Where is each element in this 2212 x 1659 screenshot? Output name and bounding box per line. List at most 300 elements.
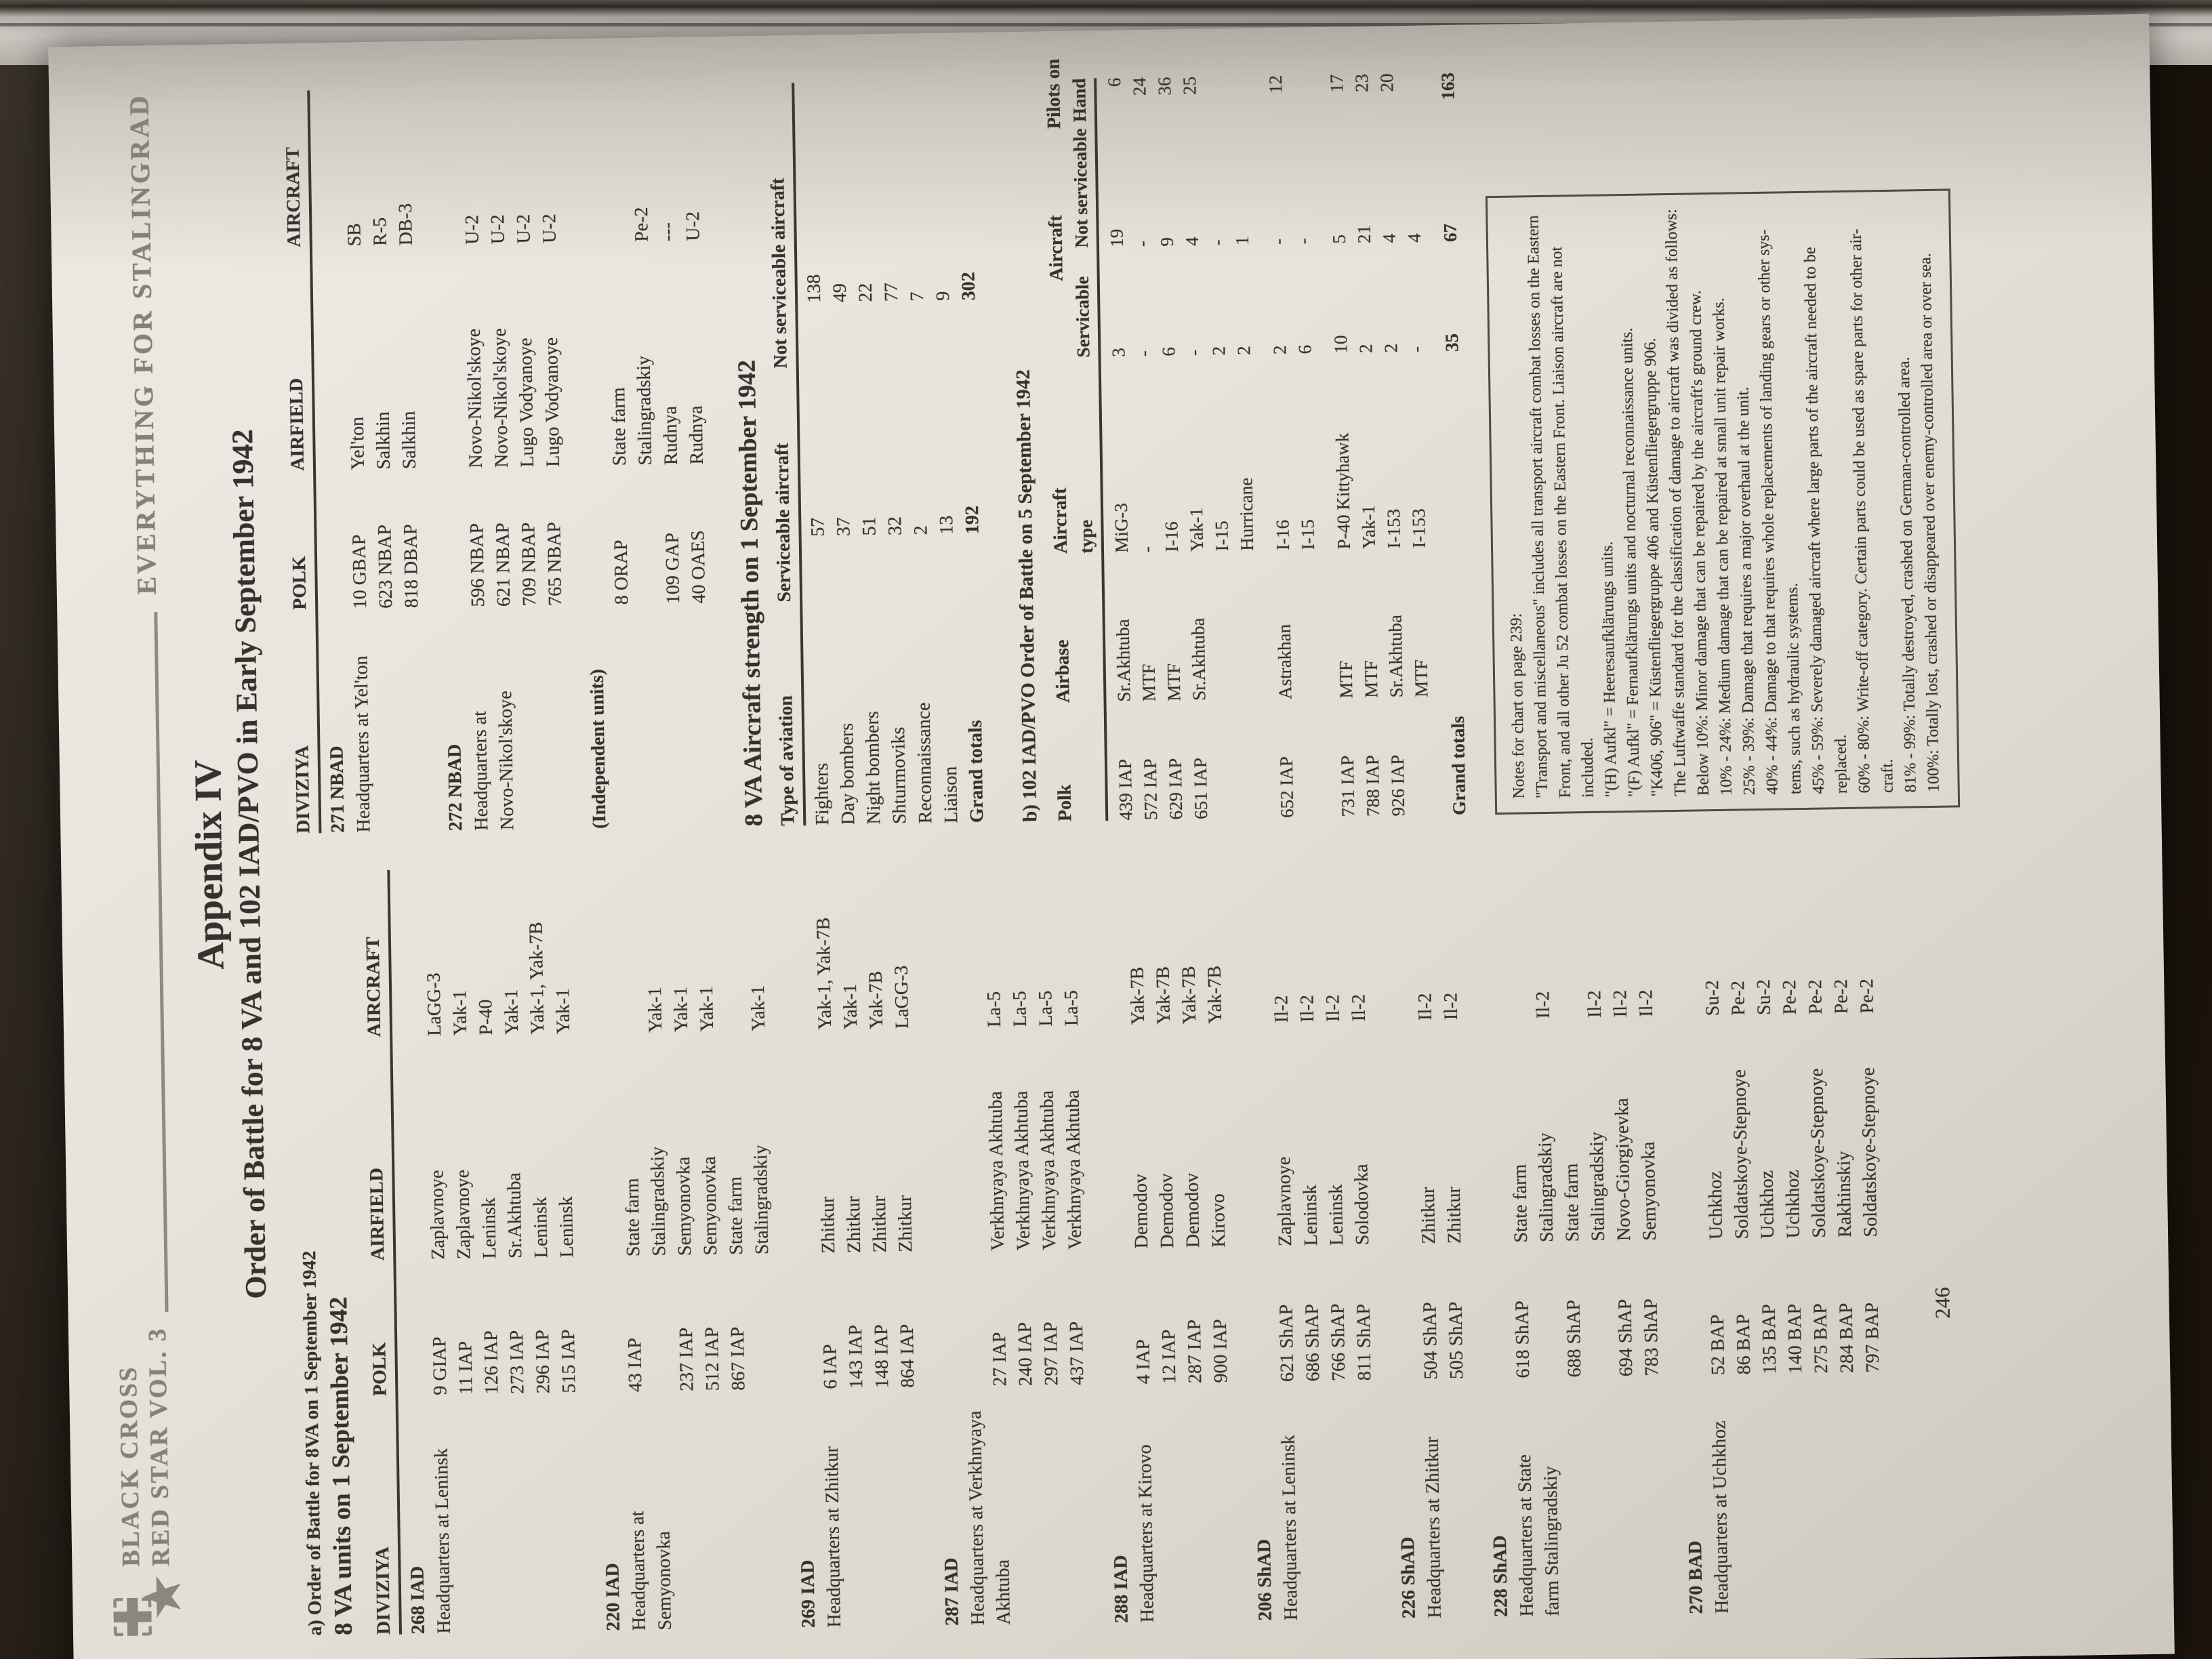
cell: 2 bbox=[1208, 346, 1229, 356]
cell: 36 bbox=[1154, 77, 1175, 96]
cell: Zhitkur bbox=[842, 1195, 865, 1254]
cell bbox=[517, 606, 546, 830]
cell: Rudnya bbox=[685, 405, 708, 465]
page-number: 246 bbox=[1930, 1287, 1954, 1319]
cell bbox=[556, 1393, 586, 1632]
cell: 10 bbox=[1330, 335, 1351, 354]
cell: Soldatskoye-Stepnoye bbox=[1806, 1068, 1830, 1238]
cell: Kirovo bbox=[1207, 1193, 1230, 1248]
cell bbox=[1247, 1246, 1275, 1382]
cell: Novo-Nikol'skoye bbox=[463, 328, 487, 468]
iad-pvo-rows bbox=[1102, 73, 1472, 821]
cell bbox=[1554, 851, 1582, 1019]
cell bbox=[956, 1027, 985, 1252]
cell: Yak-1 bbox=[747, 985, 770, 1031]
cell bbox=[1477, 853, 1505, 1020]
cell bbox=[1065, 1385, 1094, 1624]
cell: Grand totals bbox=[964, 720, 988, 823]
cell: Yak-7B bbox=[865, 970, 888, 1029]
cell bbox=[1296, 550, 1323, 699]
cell: 6 bbox=[1104, 77, 1125, 87]
cell: 926 IAP bbox=[1387, 754, 1409, 817]
cell: I-15 bbox=[1297, 519, 1319, 550]
col-header-type: type bbox=[1076, 519, 1097, 554]
cell: 512 IAP bbox=[701, 1326, 724, 1391]
cell: Yak-1 bbox=[1186, 507, 1208, 552]
cell bbox=[1443, 548, 1470, 697]
cell: 652 IAP bbox=[1275, 756, 1298, 819]
col-header-diviziya: DIVIZIYA bbox=[372, 1547, 395, 1635]
cell: Zhitkur bbox=[1443, 1186, 1466, 1244]
cell bbox=[479, 1394, 509, 1633]
cell bbox=[1235, 551, 1262, 701]
cell: 4 bbox=[1181, 237, 1203, 247]
col-header-aircraft: AIRCRAFT bbox=[362, 937, 386, 1038]
cell: Verkhnyaya Akhtuba bbox=[1062, 1090, 1086, 1250]
cell: Headquarters at bbox=[627, 1511, 650, 1631]
cell: Yak-7B bbox=[1204, 965, 1227, 1024]
cell bbox=[609, 605, 638, 829]
col-header-serviceable: Servicable bbox=[1071, 276, 1094, 358]
cell: 686 ShAP bbox=[1301, 1303, 1324, 1382]
cell: Zhitkur bbox=[894, 1195, 917, 1253]
cell: 651 IAP bbox=[1189, 757, 1212, 820]
note-line: tems, such as hydraulic systems. bbox=[1783, 583, 1805, 795]
running-head bbox=[88, 93, 183, 1639]
cell bbox=[601, 85, 630, 243]
cell: Akhtuba bbox=[992, 1559, 1015, 1625]
cell: Il-2 bbox=[1414, 993, 1436, 1021]
cell: Yel'ton bbox=[346, 416, 369, 470]
col-header-aircraft-type: Aircraft bbox=[1049, 487, 1072, 554]
cell: State farm bbox=[724, 1176, 747, 1256]
cell bbox=[438, 468, 466, 608]
cell bbox=[1391, 1244, 1418, 1380]
cell bbox=[1675, 1016, 1704, 1240]
cell: Zhitkur bbox=[1417, 1187, 1440, 1244]
cell: 37 bbox=[833, 516, 855, 537]
cell bbox=[394, 869, 422, 1037]
cell: 2 bbox=[1380, 343, 1401, 353]
cell: Semyonovka bbox=[699, 1155, 722, 1256]
cell bbox=[869, 1388, 899, 1627]
cell: I-153 bbox=[1408, 508, 1430, 549]
cell: 272 NBAD bbox=[444, 743, 467, 832]
cell: Uchkhoz bbox=[1756, 1170, 1779, 1240]
cell: U-2 bbox=[539, 213, 560, 244]
section-a-subheading: 8 VA units on 1 September 1942 bbox=[325, 1296, 359, 1636]
cell: 2 bbox=[910, 525, 932, 535]
cell bbox=[320, 470, 348, 610]
cell bbox=[1097, 859, 1126, 1026]
cell bbox=[1588, 1376, 1618, 1616]
appendix-title-line1: Appendix IV bbox=[186, 759, 232, 970]
cell bbox=[453, 1395, 483, 1634]
cell: - bbox=[1406, 346, 1427, 353]
strength-table-section bbox=[727, 80, 990, 827]
cell bbox=[1385, 854, 1413, 1021]
cell bbox=[674, 1391, 704, 1631]
cell: 296 IAP bbox=[532, 1329, 554, 1394]
cell bbox=[1210, 551, 1237, 701]
cell: MTF bbox=[1335, 660, 1357, 699]
cell: 4 bbox=[1404, 233, 1425, 243]
cell: Novo-Nikol'skoye bbox=[495, 691, 518, 831]
cell: Yak-1 bbox=[552, 988, 575, 1034]
cell bbox=[578, 243, 607, 467]
cell: farm Stalingradskiy bbox=[1540, 1466, 1563, 1617]
cell: La-5 bbox=[1061, 989, 1083, 1027]
cell: Headquarters at Zhitkur bbox=[1421, 1436, 1446, 1618]
cell: 35 bbox=[1441, 333, 1462, 352]
cell: 206 ShAD bbox=[1253, 1538, 1276, 1621]
cell: Headquarters at State bbox=[1514, 1454, 1538, 1617]
cell: 148 IAP bbox=[870, 1324, 893, 1389]
cell: 43 IAP bbox=[624, 1337, 647, 1393]
cell bbox=[396, 1036, 426, 1261]
cell bbox=[1860, 1372, 1890, 1612]
book-strapline: EVERYTHING FOR STALINGRAD bbox=[123, 93, 162, 595]
cell: P-40 Kittyhawk bbox=[1332, 432, 1355, 550]
cell: Yak-1, Yak-7B bbox=[525, 922, 549, 1035]
cell: Yak-1, Yak-7B bbox=[813, 917, 836, 1030]
cell: 1 bbox=[1231, 236, 1252, 246]
cell: Verkhnyaya Akhtuba bbox=[1036, 1090, 1061, 1250]
cell: MTF bbox=[1360, 660, 1382, 699]
cell: 40 OAES bbox=[687, 530, 710, 604]
cell: 67 bbox=[1439, 223, 1460, 243]
cell: Hurricane bbox=[1235, 477, 1258, 552]
cell: I-16 bbox=[1272, 519, 1294, 551]
cell: Headquarters at Leninsk bbox=[1277, 1435, 1302, 1621]
cell: Lugo Vodyanoye bbox=[541, 337, 565, 468]
cell bbox=[1237, 699, 1265, 819]
cell: La-5 bbox=[1009, 991, 1031, 1027]
cell: Uchkhoz bbox=[1704, 1170, 1727, 1240]
cell: 240 IAP bbox=[1014, 1322, 1037, 1387]
col-header-diviziya: DIVIZIYA bbox=[291, 745, 314, 834]
cell bbox=[1410, 697, 1437, 816]
cell: 629 IAP bbox=[1164, 758, 1187, 820]
cell: 226 ShAD bbox=[1397, 1536, 1420, 1619]
cell: Fighters bbox=[811, 762, 834, 825]
publisher-logo bbox=[108, 1326, 183, 1639]
cell: Headquarters at Zhitkur bbox=[821, 1446, 845, 1628]
cell: Stalingradskiy bbox=[1534, 1132, 1558, 1243]
col-header-aircraft: AIRCRAFT bbox=[282, 146, 305, 248]
cell bbox=[1502, 852, 1531, 1019]
cell: 192 bbox=[961, 505, 983, 535]
oob-left-table bbox=[394, 846, 1889, 1634]
note-line: 100%: Totally lost, crashed or disappeared over enemy-controlled area or over sea. bbox=[1917, 253, 1943, 793]
cell: MiG-3 bbox=[1110, 502, 1132, 553]
cell bbox=[844, 1389, 874, 1628]
cell: Il-2 bbox=[1322, 994, 1345, 1023]
cell: 13 bbox=[936, 515, 958, 535]
cell: 797 BAP bbox=[1861, 1302, 1884, 1373]
cell: 10 GBAP bbox=[348, 534, 371, 609]
col-header-not-serviceable: Not serviceable bbox=[1069, 128, 1092, 248]
cell: Il-2 bbox=[1271, 995, 1293, 1023]
cell: 9 bbox=[1156, 237, 1178, 247]
cell: R-5 bbox=[369, 217, 391, 247]
cell: 9 GIAP bbox=[429, 1336, 451, 1395]
cell: 765 NBAP bbox=[544, 521, 567, 607]
cell: 126 IAP bbox=[480, 1330, 503, 1395]
cell bbox=[784, 863, 813, 1031]
cell: 12 IAP bbox=[1158, 1329, 1181, 1384]
cell: Sr.Akhtuba bbox=[1385, 614, 1407, 698]
cell: 17 bbox=[1326, 74, 1347, 93]
cell: Pe-2 bbox=[631, 207, 653, 243]
cell bbox=[1039, 1385, 1069, 1624]
notes-box bbox=[1486, 189, 1960, 815]
cell: 51 bbox=[859, 516, 880, 536]
cell: Zhitkur bbox=[868, 1195, 891, 1253]
cell: U-2 bbox=[513, 213, 535, 244]
cell: 3 bbox=[1108, 348, 1129, 357]
cell bbox=[399, 608, 428, 832]
cell: 138 bbox=[803, 274, 825, 304]
cell: La-5 bbox=[1035, 990, 1057, 1027]
cell: 287 IAD bbox=[941, 1557, 963, 1626]
cell: 4 IAP bbox=[1132, 1338, 1155, 1385]
cell bbox=[647, 1256, 674, 1392]
cell: Lugo Vodyanoye bbox=[515, 337, 539, 468]
cell: Day bombers bbox=[836, 722, 859, 825]
cell: Stalingradskiy bbox=[647, 1146, 670, 1256]
col-header-polk: POLK bbox=[369, 1342, 391, 1397]
cell: Pe-2 bbox=[1805, 979, 1826, 1015]
cell: Yak-7B bbox=[1126, 966, 1149, 1025]
cell bbox=[1183, 1383, 1212, 1622]
cell: Il-2 bbox=[1532, 991, 1554, 1019]
note-line: Below 10%: Minor damage that can be repaired by the aircraft's ground crew. bbox=[1687, 290, 1713, 796]
cell bbox=[633, 465, 661, 605]
cell: La-5 bbox=[983, 991, 1006, 1027]
cell: Zhitkur bbox=[817, 1196, 840, 1254]
note-line: replaced. bbox=[1832, 734, 1851, 794]
cell: 6 bbox=[1158, 346, 1179, 356]
cell bbox=[1672, 849, 1700, 1017]
logo-line1: BLACK CROSS bbox=[114, 1365, 146, 1568]
cell: 515 IAP bbox=[558, 1329, 580, 1393]
cell: Uchkhoz bbox=[1782, 1169, 1805, 1239]
cell: 6 IAP bbox=[819, 1344, 842, 1389]
cell: 4 bbox=[1378, 233, 1399, 243]
cell: 5 bbox=[1328, 234, 1349, 244]
cell: 271 NBAD bbox=[326, 745, 349, 834]
col-header-airbase: Airbase bbox=[1052, 639, 1074, 703]
cell: 621 ShAP bbox=[1275, 1304, 1298, 1382]
cell: Pe-2 bbox=[1727, 980, 1749, 1016]
cell bbox=[1103, 1249, 1131, 1385]
book-page bbox=[48, 14, 2175, 1659]
appendix-title-line2: Order of Battle for 8 VA and 102 IAD/PVO in Early September 1942 bbox=[226, 429, 273, 1299]
cell: Night bombers bbox=[861, 711, 885, 825]
cell bbox=[1244, 1023, 1273, 1247]
cell: 437 IAP bbox=[1065, 1321, 1088, 1386]
col-header-type: Type of aviation bbox=[775, 695, 799, 826]
logo-line2: RED STAR VOL. 3 bbox=[143, 1326, 176, 1567]
cell: 504 ShAP bbox=[1419, 1302, 1442, 1380]
cell: 24 bbox=[1129, 77, 1150, 96]
cell: 2 bbox=[1233, 346, 1254, 356]
cell: Pe-2 bbox=[1856, 978, 1878, 1014]
cell: Headquarters at Yel'ton bbox=[350, 655, 375, 833]
cell: 297 IAP bbox=[1040, 1322, 1063, 1386]
cell: Sr.Akhtuba bbox=[504, 1172, 527, 1259]
cell: 709 NBAP bbox=[518, 522, 541, 607]
cell bbox=[400, 1260, 428, 1396]
note-line: included. bbox=[1578, 737, 1597, 798]
cell: MTF bbox=[1410, 659, 1432, 698]
cell bbox=[1212, 700, 1240, 819]
cell: - bbox=[1133, 350, 1154, 357]
cell: Yak-1 bbox=[644, 987, 667, 1033]
cell bbox=[615, 866, 643, 1033]
cell bbox=[750, 1254, 777, 1391]
cell bbox=[1444, 1379, 1474, 1618]
cell: Salkhin bbox=[398, 411, 421, 470]
cell: 86 BAP bbox=[1732, 1313, 1755, 1375]
cell: 818 DBAP bbox=[400, 524, 423, 609]
cell: P-40 bbox=[475, 999, 497, 1036]
cell bbox=[581, 466, 609, 606]
cell: Rakhinskiy bbox=[1833, 1151, 1856, 1238]
cell: MTF bbox=[1138, 663, 1160, 702]
cell: Leninsk bbox=[478, 1197, 501, 1259]
cell: 25 bbox=[1179, 76, 1200, 96]
cell: Soldatskoye-Stepnoye bbox=[1858, 1067, 1882, 1237]
cell: U-2 bbox=[462, 214, 483, 245]
note-line: "K406, 906" = Küstenfliegergruppe 406 and Küstenfliegergruppe 906. bbox=[1641, 337, 1666, 797]
cell: 270 BAD bbox=[1685, 1540, 1707, 1614]
cell: Sr.Akhtuba bbox=[1187, 617, 1210, 701]
cell: 228 ShAD bbox=[1489, 1535, 1512, 1618]
cell: - bbox=[1136, 546, 1158, 553]
cell bbox=[1202, 76, 1228, 127]
cell: Zaplavnoye bbox=[426, 1170, 449, 1260]
cell bbox=[790, 1254, 818, 1390]
right-column bbox=[279, 58, 1960, 834]
appendix-title bbox=[176, 91, 281, 1638]
cell: 77 bbox=[880, 282, 903, 302]
cell bbox=[1483, 1243, 1511, 1379]
strength-heading: 8 VA Aircraft strength on 1 September 1942 bbox=[733, 359, 769, 827]
cell: Yak-1 bbox=[840, 983, 862, 1030]
cell: 811 ShAP bbox=[1353, 1303, 1376, 1381]
note-line: 40% - 44%: Damage to that requires whole replacements of landing gears or other sys- bbox=[1755, 229, 1782, 795]
cell: 269 IAD bbox=[797, 1559, 819, 1629]
cell: Soldatskoye-Stepnoye bbox=[1729, 1069, 1753, 1240]
cell: 783 ShAP bbox=[1640, 1298, 1663, 1376]
cell: 302 bbox=[958, 271, 980, 301]
cell: DB-3 bbox=[394, 203, 417, 246]
cell bbox=[595, 1256, 623, 1393]
note-line: "(H) Aufkl" = Heeresaufklärungs units. bbox=[1598, 541, 1620, 798]
cell: 788 IAP bbox=[1361, 754, 1384, 817]
cell: Reconnaissance bbox=[913, 702, 937, 824]
cell: 7 bbox=[907, 291, 928, 302]
cell: Headquarters at Verkhnyaya bbox=[964, 1410, 989, 1626]
cell: Yak-7B bbox=[1152, 966, 1175, 1025]
cell: Il-2 bbox=[1584, 990, 1605, 1019]
cell: 9 bbox=[933, 291, 954, 302]
cell: - bbox=[1206, 239, 1227, 246]
cell bbox=[1835, 1373, 1864, 1612]
cell: Grand totals bbox=[1447, 716, 1470, 816]
note-line: Notes for chart on page 239: bbox=[1507, 613, 1528, 799]
col-header-pilots: Pilots on bbox=[1042, 58, 1065, 129]
cell: 237 IAP bbox=[675, 1327, 698, 1392]
cell: 22 bbox=[855, 283, 877, 302]
cell: 19 bbox=[1106, 228, 1128, 247]
cell: 766 ShAP bbox=[1327, 1303, 1350, 1382]
cell: 572 IAP bbox=[1139, 758, 1162, 821]
cell bbox=[895, 1388, 925, 1627]
cell: 21 bbox=[1353, 224, 1374, 244]
col-header-airfield: AIRFIELD bbox=[285, 377, 309, 472]
cell: 109 GAP bbox=[661, 532, 684, 605]
cell bbox=[1586, 1241, 1614, 1377]
cell: 621 NBAP bbox=[492, 523, 515, 607]
cell: 867 IAP bbox=[726, 1326, 750, 1391]
cell: 864 IAP bbox=[896, 1324, 919, 1389]
cell: I-153 bbox=[1383, 508, 1405, 549]
cell: 618 ShAP bbox=[1511, 1300, 1534, 1378]
cell: Yak-1 bbox=[501, 989, 523, 1036]
cell: Il-2 bbox=[1635, 989, 1657, 1017]
cell: 688 ShAP bbox=[1563, 1299, 1586, 1378]
cell: 57 bbox=[807, 517, 829, 537]
cell bbox=[575, 86, 604, 243]
cell: Leninsk bbox=[555, 1196, 578, 1258]
cell: 140 BAP bbox=[1784, 1303, 1807, 1374]
cell bbox=[635, 604, 664, 828]
col-header-polk: POLK bbox=[289, 556, 311, 611]
col-header-aircraft-group: Aircraft bbox=[1045, 215, 1067, 282]
cell bbox=[1300, 1381, 1330, 1620]
cell bbox=[1100, 1025, 1129, 1250]
cell bbox=[432, 88, 460, 245]
cell bbox=[314, 90, 342, 247]
cell: Headquarters at Kirovo bbox=[1134, 1444, 1158, 1623]
cell bbox=[726, 1390, 756, 1629]
cell: Semyonovka bbox=[1637, 1141, 1661, 1241]
cell bbox=[531, 1393, 560, 1633]
cell: Yak-1 bbox=[1358, 504, 1380, 550]
cell bbox=[1639, 1376, 1669, 1615]
cell: Demodov bbox=[1155, 1173, 1179, 1249]
col-header-serviceable: Serviceable aircraft bbox=[771, 443, 796, 602]
cell: Semyonovka bbox=[653, 1531, 676, 1631]
note-line: "(F) Aufkl" = Fernaufklärungs units and nocturnal reconnaissance units. bbox=[1618, 327, 1643, 798]
note-line: 25% - 39%: Damage that requires a major overhaul at the unit. bbox=[1734, 386, 1759, 796]
col-header-polk: Polk bbox=[1054, 784, 1076, 822]
cell bbox=[1678, 1240, 1706, 1376]
cell: 135 BAP bbox=[1758, 1304, 1781, 1375]
cell: 284 BAP bbox=[1835, 1303, 1858, 1374]
cell bbox=[373, 608, 403, 832]
cell bbox=[1783, 1374, 1813, 1613]
section-a-heading: a) Order of Battle for 8VA on 1 September 1942 bbox=[299, 1250, 327, 1636]
cell bbox=[1298, 699, 1326, 818]
cell: Demodov bbox=[1181, 1172, 1204, 1248]
red-star-icon bbox=[143, 1576, 183, 1618]
cell: - bbox=[1183, 349, 1204, 356]
cell: 163 bbox=[1437, 72, 1458, 100]
